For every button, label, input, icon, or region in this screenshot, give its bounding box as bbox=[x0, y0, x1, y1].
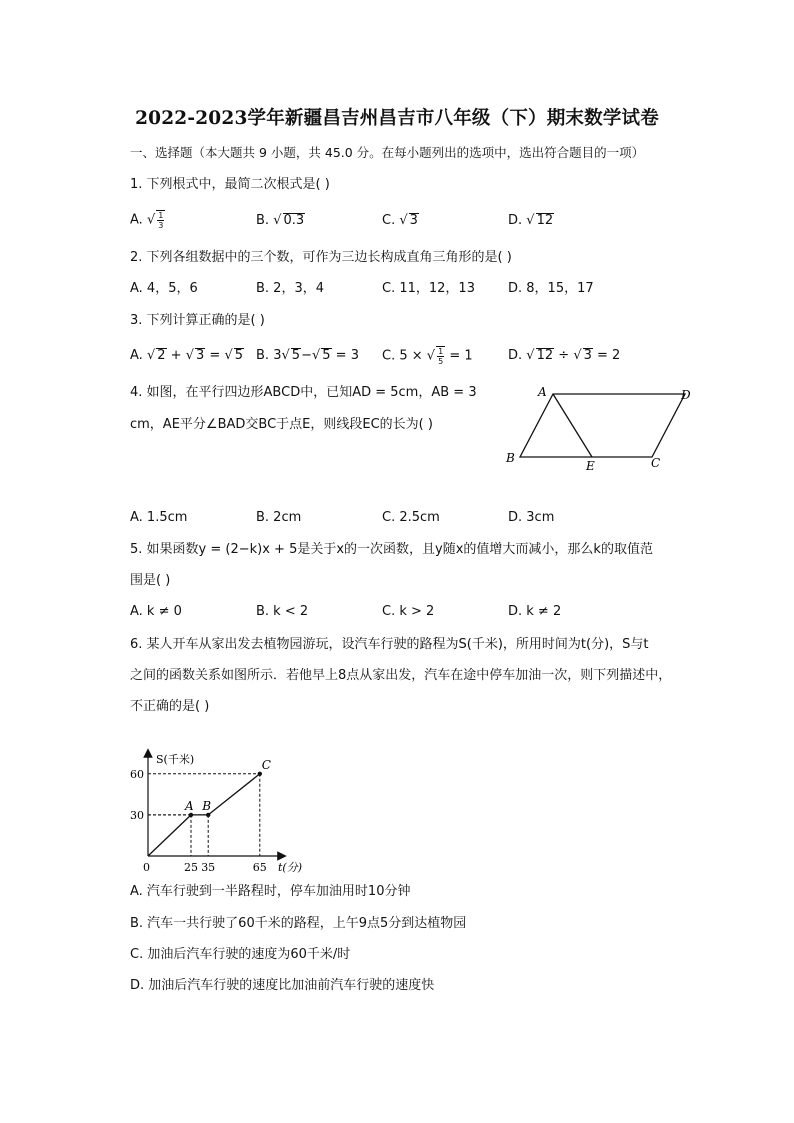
x-tick-label: 65 bbox=[252, 861, 267, 874]
point-label-c: C bbox=[261, 757, 271, 772]
sqrt-icon: √ bbox=[224, 348, 233, 363]
data-point-a bbox=[189, 813, 193, 817]
q3-a-op: + bbox=[166, 348, 186, 363]
x-tick-label: 0 bbox=[143, 861, 150, 874]
q1-d-radicand: 12 bbox=[536, 213, 554, 228]
q1-option-c[interactable] bbox=[382, 213, 419, 229]
sqrt-icon: √ bbox=[311, 348, 321, 363]
q3-a-radicand-3: 5 bbox=[234, 348, 244, 363]
q3-option-a-label: A. bbox=[130, 348, 143, 363]
q1-option-d-label: D. bbox=[508, 213, 523, 228]
q1-b-radicand: 0.3 bbox=[283, 213, 305, 228]
sqrt-icon: √ bbox=[399, 213, 408, 228]
q3-a-radicand-1: 2 bbox=[157, 348, 166, 363]
q3-b-radicand-1: 5 bbox=[291, 348, 301, 363]
sqrt-icon: √ bbox=[146, 212, 156, 228]
x-tick-label: 25 bbox=[184, 861, 198, 874]
q6-option-c[interactable]: C. 加油后汽车行驶的速度为60千米/时 bbox=[130, 947, 351, 962]
q4-stem-line2: cm，AE平分∠BAD交BC于点E，则线段EC的长为( ) bbox=[130, 417, 433, 432]
q3-option-d[interactable] bbox=[508, 348, 620, 364]
q4-option-b[interactable]: B. 2cm bbox=[256, 510, 302, 525]
q3-d-radicand-1: 12 bbox=[536, 348, 554, 363]
point-label-a: A bbox=[185, 798, 194, 813]
q4-option-a[interactable]: A. 1.5cm bbox=[130, 510, 188, 525]
vertex-label-a: A bbox=[538, 385, 547, 399]
q4-option-d[interactable]: D. 3cm bbox=[508, 510, 555, 525]
q1-option-b[interactable] bbox=[256, 213, 305, 229]
q2-option-c[interactable]: C. 11，12，13 bbox=[382, 281, 475, 296]
q5-option-d[interactable]: D. k ≠ 2 bbox=[508, 604, 562, 619]
q6-stem-line1: 6. 某人开车从家出发去植物园游玩，设汽车行驶的路程为S(千米)，所用时间为t(分)，S与t bbox=[130, 637, 649, 652]
y-tick-label: 60 bbox=[130, 767, 144, 781]
q3-c-eq: = 1 bbox=[445, 348, 473, 364]
q3-b-coeff: 3 bbox=[273, 348, 282, 363]
x-axis-label: t(分) bbox=[278, 861, 303, 874]
q1-option-d[interactable] bbox=[508, 213, 554, 229]
q5-option-b[interactable]: B. k < 2 bbox=[256, 604, 309, 619]
vertex-label-b: B bbox=[506, 451, 515, 465]
q2-option-b[interactable]: B. 2，3，4 bbox=[256, 281, 324, 296]
vertex-label-d: D bbox=[681, 388, 691, 402]
page-title: 2022-2023学年新疆昌吉州昌吉市八年级（下）期末数学试卷 bbox=[135, 108, 659, 129]
q5-stem-line2: 围是( ) bbox=[130, 573, 171, 588]
q2-option-d[interactable]: D. 8，15，17 bbox=[508, 281, 594, 296]
q4-stem-line1: 4. 如图，在平行四边形ABCD中，已知AD = 5cm，AB = 3 bbox=[130, 385, 477, 400]
sqrt-icon: √ bbox=[185, 348, 194, 363]
q3-b-eq: = 3 bbox=[331, 348, 359, 363]
q1-a-fraction: $\frac{1}{3}$ bbox=[158, 211, 164, 230]
q6-option-a[interactable]: A. 汽车行驶到一半路程时，停车加油用时10分钟 bbox=[130, 884, 411, 899]
q3-stem: 3. 下列计算正确的是( ) bbox=[130, 313, 265, 328]
q3-b-op: − bbox=[301, 348, 312, 363]
q3-option-d-label: D. bbox=[508, 348, 523, 363]
data-point-b bbox=[206, 813, 210, 817]
segment-ae bbox=[553, 394, 592, 457]
q3-a-radicand-2: 3 bbox=[195, 348, 205, 363]
vertex-label-c: C bbox=[651, 456, 661, 470]
q6-option-b[interactable]: B. 汽车一共行驶了60千米的路程，上午9点5分到达植物园 bbox=[130, 916, 467, 931]
y-tick-label: 30 bbox=[130, 808, 144, 822]
q1-option-a[interactable] bbox=[130, 210, 165, 230]
vertex-label-e: E bbox=[586, 459, 595, 473]
q3-c-coeff: 5 × bbox=[399, 348, 427, 364]
q1-option-c-label: C. bbox=[382, 213, 396, 228]
series-segment bbox=[208, 774, 260, 815]
point-label-b: B bbox=[202, 798, 212, 813]
q3-option-b[interactable] bbox=[256, 348, 359, 364]
sqrt-icon: √ bbox=[281, 348, 290, 363]
q3-d-eq: = 2 bbox=[592, 348, 621, 363]
sqrt-icon: √ bbox=[573, 348, 582, 363]
distance-time-chart bbox=[120, 745, 320, 880]
q3-c-fraction: $\frac{1}{5}$ bbox=[438, 347, 444, 366]
sqrt-icon: √ bbox=[526, 348, 535, 363]
q3-d-radicand-2: 3 bbox=[583, 348, 592, 363]
q5-option-c[interactable]: C. k > 2 bbox=[382, 604, 435, 619]
q6-stem-line3: 不正确的是( ) bbox=[130, 699, 210, 714]
section-heading: 一、选择题（本大题共 9 小题，共 45.0 分。在每小题列出的选项中，选出符合题目的一项） bbox=[130, 145, 645, 160]
parallelogram-figure bbox=[500, 380, 700, 475]
q3-option-c-label: C. bbox=[382, 348, 396, 364]
sqrt-icon: √ bbox=[526, 213, 535, 228]
q1-option-a-label: A. bbox=[130, 212, 143, 228]
q5-option-a[interactable]: A. k ≠ 0 bbox=[130, 604, 182, 619]
sqrt-icon: √ bbox=[273, 213, 282, 228]
q6-stem-line2: 之间的函数关系如图所示．若他早上8点从家出发，汽车在途中停车加油一次，则下列描述中， bbox=[130, 668, 672, 683]
sqrt-icon: √ bbox=[146, 348, 156, 363]
q1-stem: 1. 下列根式中，最简二次根式是( ) bbox=[130, 177, 330, 192]
q5-stem-line1: 5. 如果函数y = (2−k)x + 5是关于x的一次函数，且y随x的值增大而减小，那么k的取值范 bbox=[130, 542, 653, 557]
q3-d-op: ÷ bbox=[554, 348, 574, 363]
q1-c-radicand: 3 bbox=[409, 213, 418, 228]
q3-option-c[interactable] bbox=[382, 346, 473, 366]
q2-stem: 2. 下列各组数据中的三个数，可作为三边长构成直角三角形的是( ) bbox=[130, 250, 512, 265]
sqrt-icon: √ bbox=[426, 348, 436, 364]
q1-option-b-label: B. bbox=[256, 213, 270, 228]
y-axis-label: S(千米) bbox=[156, 753, 195, 766]
parallelogram-abcd bbox=[520, 394, 685, 457]
q3-option-a[interactable] bbox=[130, 348, 244, 364]
q6-option-d[interactable]: D. 加油后汽车行驶的速度比加油前汽车行驶的速度快 bbox=[130, 978, 435, 993]
q3-b-radicand-2: 5 bbox=[322, 348, 331, 363]
q4-option-c[interactable]: C. 2.5cm bbox=[382, 510, 440, 525]
q3-a-eq: = bbox=[205, 348, 225, 363]
data-point-c bbox=[258, 772, 262, 776]
x-tick-label: 35 bbox=[201, 861, 216, 874]
q3-option-b-label: B. bbox=[256, 348, 270, 363]
series-segment bbox=[148, 815, 191, 856]
q2-option-a[interactable]: A. 4，5，6 bbox=[130, 281, 198, 296]
